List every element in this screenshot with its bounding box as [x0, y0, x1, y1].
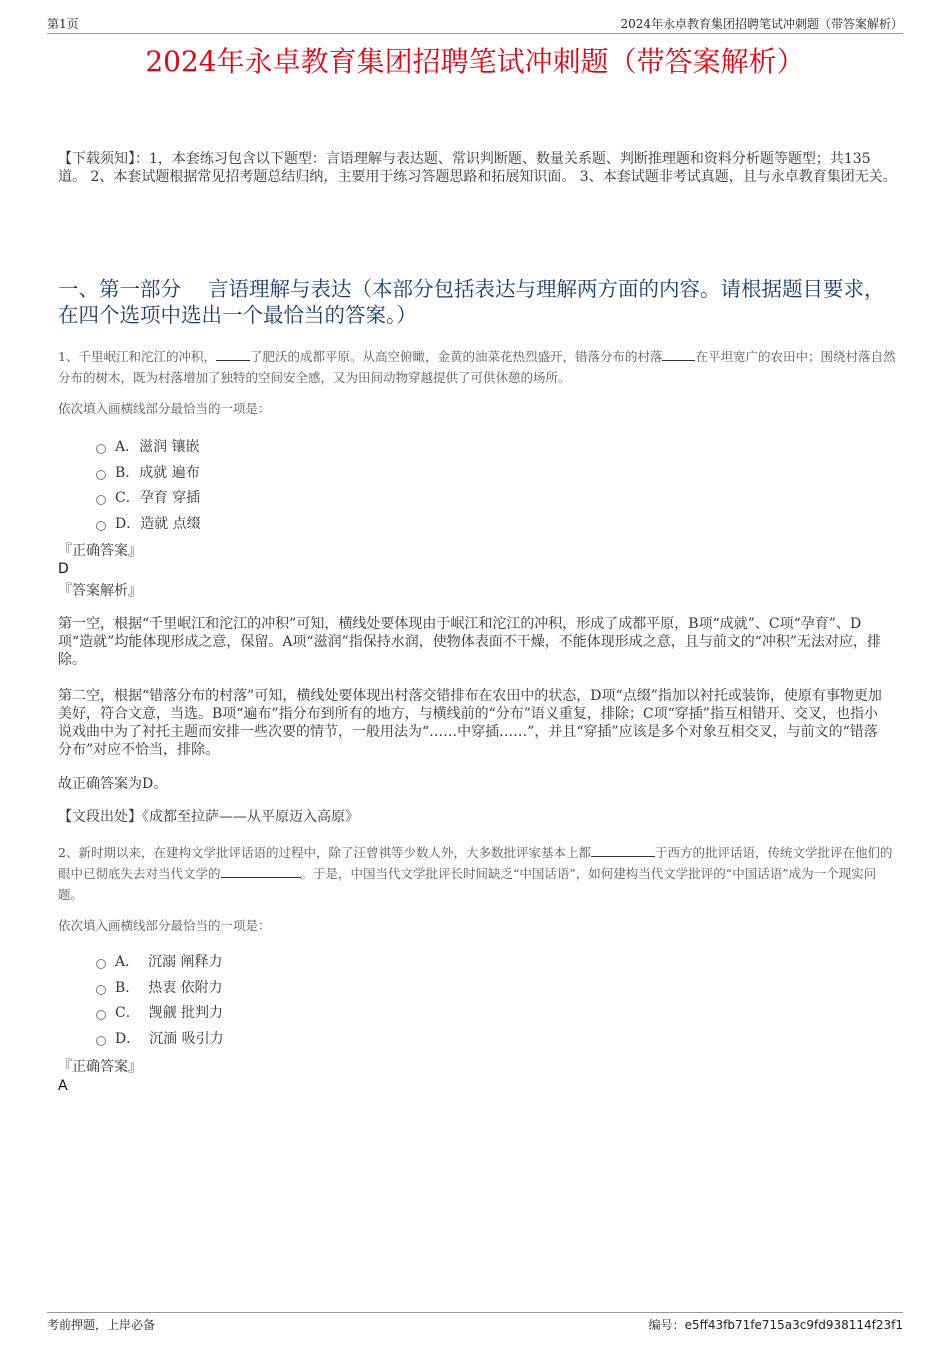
- question-2-blank-1: [591, 844, 655, 857]
- footer-slogan: 考前押题，上岸必备: [47, 1318, 156, 1332]
- question-2-option-c[interactable]: C． 觊觎 批判力: [96, 1002, 496, 1028]
- question-1-option-c[interactable]: C．孕育 穿插: [96, 487, 496, 513]
- question-2-part-a: 2、新时期以来，在建构文学批评话语的过程中，除了汪曾祺等少数人外，大多数批评家基本上都: [58, 845, 591, 860]
- question-2-answer-label: 『正确答案』: [58, 1059, 142, 1075]
- question-1-analysis-paragraph-2: 第二空，根据“错落分布的村落”可知，横线处要体现出村落交错排布在农田中的状态，D项“点缀”指加以衬托或装饰，使原有事物更加美好，符合文意，当选。B项“遍布”指分布到所有的地方，与横线前的“分布”语义重复，排除；C项“穿插”指互相错开、交叉，也指小说戏曲中为了衬托主题而安排一些次要的情节，一般用法为“……中穿插……”，并且“穿插”应该是多个对象互相交叉，与前文的“错落分布”对应不恰当，排除。: [58, 688, 882, 758]
- radio-icon[interactable]: [96, 1010, 106, 1020]
- document-title: 2024年永卓教育集团招聘笔试冲刺题（带答案解析）: [145, 45, 805, 78]
- question-2-answer: A: [58, 1078, 68, 1094]
- question-2-part-c: 。于是，中国当代文学批评长时间缺乏“中国话语”，如何建构当代文学批评的“中国话语”成为一个现实问题。: [58, 866, 877, 902]
- question-1-part-b: 了肥沃的成都平原。从高空俯瞰，金黄的油菜花热烈盛开，错落分布的村落: [249, 349, 663, 364]
- question-1-part-a: 1、千里岷江和沱江的冲积，: [58, 349, 216, 364]
- question-1-option-a[interactable]: A．滋润 镶嵌: [96, 436, 496, 462]
- radio-icon[interactable]: [96, 495, 106, 505]
- download-notice: 【下载须知】：1，本套练习包含以下题型：言语理解与表达题、常识判断题、数量关系题、判断推理题和资料分析题等题型；共135道。 2、本套试题根据常见招考题总结归纳，主要用于练习答题思路和拓展知识面。 3、本套试题非考试真题，且与永卓教育集团无关。: [58, 151, 897, 185]
- question-2-blank-2: [221, 865, 301, 878]
- question-1-part-c: 在平坦宽广的农田中；围绕村落自然分布的树木，既为村落增加了独特的空间安全感，又为田间动物穿越提供了可供休憩的场所。: [58, 349, 896, 385]
- radio-icon[interactable]: [96, 470, 106, 480]
- question-1-options: [96, 436, 496, 538]
- page-header: [47, 14, 903, 34]
- question-1-prompt: 依次填入画横线部分最恰当的一项是：: [58, 401, 271, 416]
- question-2-text: [58, 842, 898, 905]
- question-1-blank-1: [216, 348, 250, 361]
- page-number: 第1页: [47, 17, 79, 31]
- question-1-option-b[interactable]: B．成就 遍布: [96, 462, 496, 488]
- question-2-part-b: 于西方的批评话语，传统文学批评在他们的眼中已彻底失去对当代文学的: [58, 845, 893, 881]
- question-1-analysis-label: 『答案解析』: [58, 583, 142, 599]
- question-2-options: [96, 951, 496, 1053]
- radio-icon[interactable]: [96, 959, 106, 969]
- section-heading: 一、第一部分 言语理解与表达（本部分包括表达与理解两方面的内容。请根据题目要求，在四个选项中选出一个最恰当的答案。）: [58, 277, 885, 327]
- radio-icon[interactable]: [96, 1036, 106, 1046]
- question-1-answer: D: [58, 561, 69, 577]
- question-2-option-a[interactable]: A． 沉溺 阐释力: [96, 951, 496, 977]
- radio-icon[interactable]: [96, 444, 106, 454]
- question-1-analysis-paragraph-1: 第一空，根据“千里岷江和沱江的冲积”可知，横线处要体现由于岷江和沱江的冲积，形成了成都平原，B项“成就”、C项“孕育”、D项“造就”均能体现形成之意，保留。A项“滋润”指保持水润，使物体表面不干燥，不能体现形成之意，且与前文的“冲积”无法对应，排除。: [58, 616, 882, 668]
- question-1-text: [58, 346, 898, 388]
- question-1-analysis-conclusion: 故正确答案为D。: [58, 776, 168, 792]
- footer-code-label: 编号：: [648, 1318, 685, 1332]
- footer-code: [649, 1316, 903, 1333]
- question-1-blank-2: [662, 348, 695, 361]
- question-2-option-d[interactable]: D． 沉湎 吸引力: [96, 1028, 496, 1054]
- page-footer: [47, 1312, 903, 1333]
- radio-icon[interactable]: [96, 985, 106, 995]
- header-doc-title: 2024年永卓教育集团招聘笔试冲刺题（带答案解析）: [620, 17, 903, 31]
- question-1-source: 【文段出处】《成都至拉萨——从平原迈入高原》: [58, 809, 359, 825]
- footer-code-value: e5ff43fb71fe715a3c9fd938114f23f1: [684, 1318, 903, 1332]
- question-2-option-b[interactable]: B． 热衷 依附力: [96, 977, 496, 1003]
- question-1-option-d[interactable]: D．造就 点缀: [96, 513, 496, 539]
- question-2-prompt: 依次填入画横线部分最恰当的一项是：: [58, 918, 271, 933]
- question-1-answer-label: 『正确答案』: [58, 543, 142, 559]
- radio-icon[interactable]: [96, 521, 106, 531]
